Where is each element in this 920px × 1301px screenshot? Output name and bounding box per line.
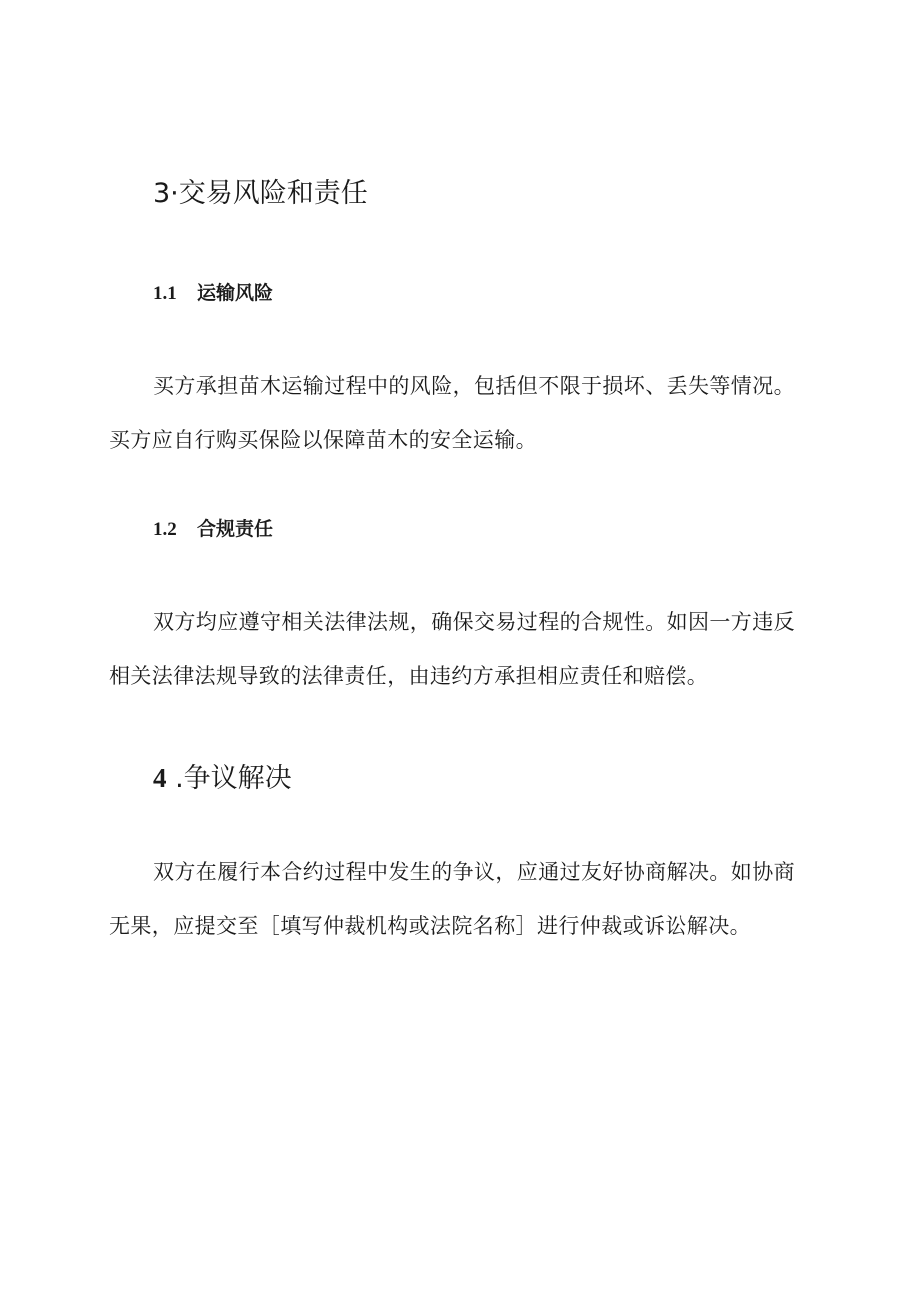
paragraph-dispute	[109, 845, 819, 953]
subsection-number: 1.2	[153, 519, 177, 540]
subsection-heading-1-2	[153, 520, 273, 539]
paragraph-transport-risk	[109, 359, 819, 467]
paragraph-line: 买方应自行购买保险以保障苗木的安全运输。	[109, 428, 537, 452]
section-heading-4-text: .争议解决	[175, 763, 292, 794]
paragraph-line: 买方承担苗木运输过程中的风险，包括但不限于损坏、丢失等情况。	[153, 374, 795, 398]
paragraph-compliance	[109, 595, 819, 703]
subsection-title: 运输风险	[197, 282, 274, 304]
subsection-title: 合规责任	[197, 518, 274, 540]
subsection-heading-1-1	[153, 284, 273, 303]
paragraph-line: 相关法律法规导致的法律责任，由违约方承担相应责任和赔偿。	[109, 664, 709, 688]
section-heading-3	[153, 180, 368, 207]
section-heading-4	[153, 765, 292, 792]
paragraph-line: 双方在履行本合约过程中发生的争议，应通过友好协商解决。如协商	[153, 860, 795, 884]
paragraph-line: 无果，应提交至［填写仲裁机构或法院名称］进行仲裁或诉讼解决。	[109, 914, 751, 938]
paragraph-line: 双方均应遵守相关法律法规，确保交易过程的合规性。如因一方违反	[153, 610, 795, 634]
subsection-number: 1.1	[153, 283, 177, 304]
section-heading-4-number: 4	[153, 763, 167, 793]
section-heading-3-text: 3·交易风险和责任	[153, 178, 368, 209]
